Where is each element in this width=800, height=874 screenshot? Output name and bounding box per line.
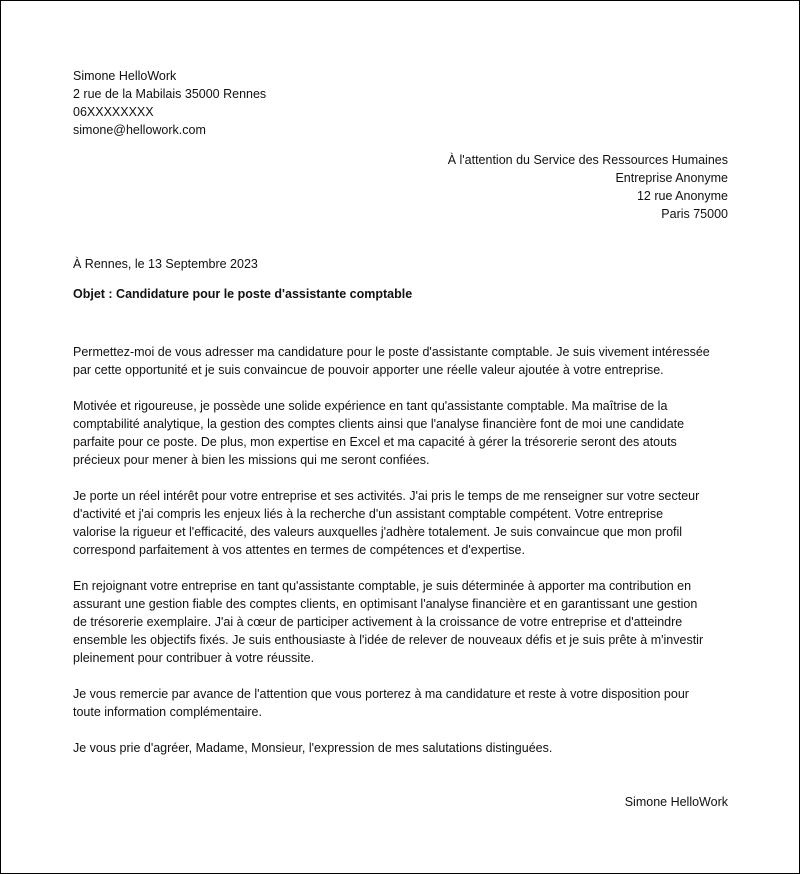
paragraph: [73, 343, 733, 379]
paragraph-line: correspond parfaitement à vos attentes en termes de compétences et d'expertise.: [73, 543, 525, 557]
paragraph-line: En rejoignant votre entreprise en tant qu'assistante comptable, je suis déterminée à apporter ma contribution en: [73, 579, 692, 593]
recipient-city: Paris 75000: [661, 207, 728, 221]
paragraph-line: assurant une gestion fiable des comptes clients, en optimisant l'analyse financière et en garantissant une gestion: [73, 597, 698, 611]
paragraph-line: Je porte un réel intérêt pour votre entreprise et ses activités. J'ai pris le temps de me renseigner sur votre secteur: [73, 489, 700, 503]
sender-address: 2 rue de la Mabilais 35000 Rennes: [73, 87, 267, 101]
sender-phone: 06XXXXXXXX: [73, 105, 154, 119]
paragraph-line: Motivée et rigoureuse, je possède une solide expérience en tant qu'assistante comptable. Ma maîtrise de la: [73, 399, 668, 413]
recipient-street: 12 rue Anonyme: [636, 189, 728, 203]
paragraph-line: parfaite pour ce poste. De plus, mon expertise en Excel et ma capacité à gérer la trésorerie seront des atouts: [73, 435, 677, 449]
sender-block: [73, 67, 266, 139]
sender-name: Simone HelloWork: [73, 69, 177, 83]
recipient-attention: À l'attention du Service des Ressources Humaines: [447, 153, 728, 167]
recipient-block: [448, 151, 728, 223]
paragraph: [73, 397, 733, 469]
paragraph-line: par cette opportunité et je suis convaincue de pouvoir apporter une réelle valeur ajoutée à votre entreprise.: [73, 363, 664, 377]
paragraph: [73, 577, 733, 667]
paragraph: [73, 487, 733, 559]
paragraph: [73, 739, 733, 757]
paragraph-line: valorise la rigueur et l'efficacité, des valeurs auxquelles j'adhère totalement. Je suis convaincue que mon profil: [73, 525, 683, 539]
paragraph-line: toute information complémentaire.: [73, 705, 262, 719]
date-line: À Rennes, le 13 Septembre 2023: [73, 257, 258, 271]
sender-email: simone@hellowork.com: [73, 123, 206, 137]
paragraph-line: d'activité et j'ai compris les enjeux liés à la recherche d'un assistant comptable compétent. Votre entreprise: [73, 507, 664, 521]
paragraph-line: Je vous remercie par avance de l'attention que vous porterez à ma candidature et reste à votre disposition pour: [73, 687, 689, 701]
paragraph-line: comptabilité analytique, la gestion des comptes clients ainsi que l'analyse financière font de moi une candidate: [73, 417, 685, 431]
paragraph-line: de trésorerie exemplaire. J'ai à cœur de participer activement à la croissance de votre entreprise et d'atteindre: [73, 615, 683, 629]
subject-line: Objet : Candidature pour le poste d'assistante comptable: [73, 287, 413, 301]
paragraph: [73, 685, 733, 721]
paragraph-line: pleinement pour contribuer à votre réussite.: [73, 651, 315, 665]
paragraph-line: précieux pour mener à bien les missions qui me seront confiées.: [73, 453, 430, 467]
signature: Simone HelloWork: [624, 795, 728, 809]
paragraph-line: ensemble les objectifs fixés. Je suis enthousiaste à l'idée de relever de nouveaux défis et je suis prête à m'investir: [73, 633, 704, 647]
letter-body: [73, 343, 733, 775]
paragraph-line: Permettez-moi de vous adresser ma candidature pour le poste d'assistante comptable. Je suis vivement intéressée: [73, 345, 710, 359]
paragraph-line: Je vous prie d'agréer, Madame, Monsieur, l'expression de mes salutations distinguées.: [73, 741, 553, 755]
recipient-company: Entreprise Anonyme: [615, 171, 728, 185]
